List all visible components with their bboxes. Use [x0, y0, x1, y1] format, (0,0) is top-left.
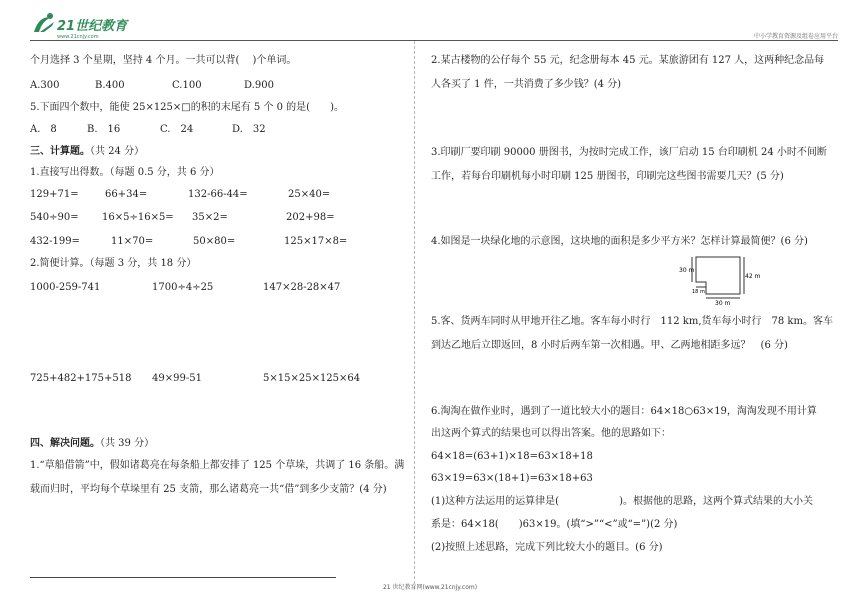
calc1-item: 132-66-44= [188, 189, 248, 200]
problem-1-line-2: 载而归时，平均每个草垛里有 25 支箭，那么诸葛亮一共“借”到多少支箭？(4 分) [30, 484, 387, 495]
figure-label-notch: 18 m [692, 289, 705, 295]
problem-6-line-2: 出这两个算式的结果也可以得出答案。他的思路如下： [431, 428, 671, 439]
header-platform-name: 中小学教育资源及组卷应用平台 [753, 33, 838, 40]
q5-option-a: A. 8 [30, 124, 57, 135]
q4-option-b: B.400 [95, 80, 125, 91]
column-divider [414, 41, 415, 589]
figure-label-bottom: 30 m [715, 300, 731, 306]
section-3-title: 三、计算题。 [30, 146, 90, 157]
footer-text: 21 世纪教育网(www.21cnjy.com) [382, 584, 478, 591]
problem-2-line-1: 2.某古楼物的公仔每个 55 元，纪念册每本 45 元。某旅游团有 127 人，这两种纪念品每 [431, 55, 825, 66]
section-3-heading [30, 146, 144, 158]
problem-2-line-2: 人各买了 1 件，一共消费了多少钱？(4 分) [431, 79, 622, 90]
section-4-heading [30, 438, 154, 450]
section-3-points: （共 24 分） [90, 146, 145, 157]
calc1-title: 1.直接写出得数。（每题 0.5 分，共 6 分） [30, 167, 220, 178]
q5-option-c: C. 24 [160, 124, 194, 135]
calc1-item: 50×80= [193, 236, 236, 247]
problem-6-equation-2: 63×19=63×(18+1)=63×18+63 [431, 473, 593, 484]
problem-6-equation-1: 64×18=(63+1)×18=63×18+18 [431, 451, 593, 462]
logo-subtext: www.21cnjy.com [57, 34, 99, 40]
problem-6-part1-line-1: (1)这种方法运用的运算律是( )。根据他的思路，这两个算式结果的大小关 [431, 496, 813, 507]
calc1-item: 129+71= [30, 189, 79, 200]
calc1-item: 25×40= [288, 189, 331, 200]
calc1-item: 125×17×8= [284, 236, 348, 247]
footer-divider [30, 577, 336, 578]
calc1-item: 432-199= [30, 236, 80, 247]
figure-label-right: 42 m [745, 273, 761, 280]
problem-6-line-1: 6.淘淘在做作业时，遇到了一道比较大小的题目：64×18○63×19，淘淘发现不用计算 [431, 406, 817, 417]
problem-6-part2: (2)按照上述思路，完成下列比较大小的题目。(6 分) [431, 542, 663, 553]
q4-text: 个月选择 3 个星期，坚持 4 个月。一共可以背( )个单词。 [30, 55, 297, 66]
logo-text: 21世纪教育 [57, 19, 128, 34]
problem-5-line-1: 5.客、货两车同时从甲地开往乙地。客车每小时行 112 km,货车每小时行 78 km。客车 [431, 316, 833, 327]
figure-label-left: 30 m [679, 267, 695, 274]
calc1-item: 202+98= [286, 212, 335, 223]
green-land-figure [678, 254, 768, 306]
problem-6-part1-line-2: 系是：64×18( )63×19。(填“>”“<”或“=”)(2 分) [431, 519, 678, 530]
site-logo [30, 10, 135, 40]
calc1-item: 11×70= [111, 236, 154, 247]
problem-4-text: 4.如图是一块绿化地的示意图，这块地的面积是多少平方米？怎样计算最简便？(6 分) [431, 236, 808, 247]
problem-3-line-2: 工作，若每台印刷机每小时印刷 125 册图书，印刷完这些图书需要几天？(5 分) [431, 171, 784, 182]
calc2-item: 1000-259-741 [30, 282, 101, 293]
q5-text: 5.下面四个数中，能使 25×125×□的积的末尾有 5 个 0 的是( )。 [30, 102, 344, 113]
problem-1-line-1: 1.“草船借箭”中，假如诸葛亮在每条船上都安排了 125 个草垛，共调了 16 条船。满 [30, 460, 405, 471]
calc2-item: 1700÷4÷25 [152, 282, 214, 293]
header-divider [30, 40, 838, 41]
calc1-item: 540÷90= [30, 212, 79, 223]
q4-option-a: A.300 [30, 80, 60, 91]
section-4-title: 四、解决问题。 [30, 438, 100, 449]
calc2-item: 49×99-51 [152, 373, 202, 384]
section-4-points: （共 39 分） [100, 438, 155, 449]
q4-option-d: D.900 [244, 80, 274, 91]
calc1-item: 66+34= [105, 189, 148, 200]
calc2-title: 2.简便计算。（每题 3 分，共 18 分） [30, 258, 197, 269]
calc2-item: 5×15×25×125×64 [263, 373, 361, 384]
calc1-item: 16×5÷16×5= [102, 212, 174, 223]
q4-option-c: C.100 [172, 80, 202, 91]
calc2-item: 147×28-28×47 [263, 282, 341, 293]
calc1-item: 35×2= [192, 212, 228, 223]
problem-5-line-2: 到达乙地后立即返回，8 小时后两车第一次相遇。甲、乙两地相距多远？ (6 分) [431, 340, 788, 351]
calc2-item: 725+482+175+518 [30, 373, 132, 384]
q5-option-b: B. 16 [87, 124, 121, 135]
problem-3-line-1: 3.印刷厂要印刷 90000 册图书，为按时完成工作，该厂启动 15 台印刷机 24 小时不间断 [431, 147, 827, 158]
q5-option-d: D. 32 [232, 124, 266, 135]
